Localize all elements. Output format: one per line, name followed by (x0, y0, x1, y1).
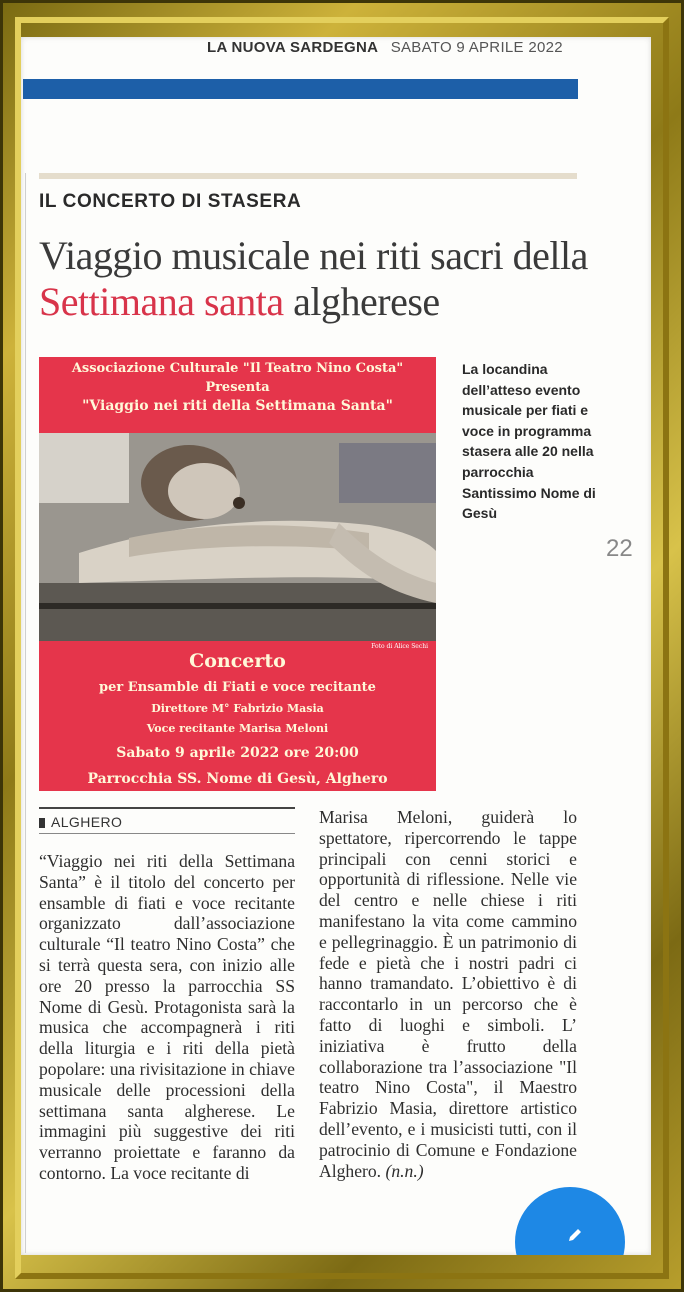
poster-header (39, 359, 436, 416)
location-rule-bottom (39, 833, 295, 834)
poster-event-title: "Viaggio nei riti della Settimana Santa" (82, 398, 393, 414)
crucifix-statue-image (39, 433, 436, 641)
article-headline (39, 233, 599, 325)
page-number: 22 (606, 535, 633, 562)
poster-venue: Parrocchia SS. Nome di Gesù, Alghero (87, 771, 388, 787)
poster-details (39, 641, 436, 791)
masthead (207, 39, 563, 59)
edit-fab-button[interactable] (515, 1187, 625, 1255)
pencil-icon (567, 1227, 583, 1243)
headline-part-1: Viaggio musicale nei riti sacri della (39, 233, 588, 278)
photo-caption: La locandina dell’atteso evento musicale per fiati e voce in programma stasera alle 20 nella parrocchia Santissimo Nome di Gesù (462, 361, 596, 522)
newspaper-name: LA NUOVA SARDEGNA (207, 39, 379, 56)
headline-highlight: Settimana santa (39, 279, 284, 324)
issue-date: SABATO 9 APRILE 2022 (390, 39, 563, 56)
article-location (39, 814, 122, 830)
article-kicker: IL CONCERTO DI STASERA (39, 191, 302, 212)
poster-date-time: Sabato 9 aprile 2022 ore 20:00 (116, 745, 359, 761)
poster-ensemble: per Ensamble di Fiati e voce recitante (99, 680, 376, 695)
column-rule (25, 173, 26, 1253)
photo-credit: Foto di Alice Sechi (371, 643, 428, 650)
location-rule-top (39, 807, 295, 809)
poster-presents: Presenta (205, 380, 270, 395)
location-marker-icon (39, 818, 45, 828)
article-body-left: “Viaggio nei riti della Settimana Santa” è il titolo del concerto per ensamble di fiati e voce recitante organizzato dall’associazione culturale “Il teatro Nino Costa” che si terrà questa sera, con inizio alle ore 20 presso la parrocchia SS Nome di Gesù. Protagonista sarà la musica che accompagnerà i riti della liturgia e i riti della pietà popolare: una rivisitazione in chiave musicale delle processioni della settimana santa algherese. Le immagini più suggestive dei riti verranno proiettate e faranno da contorno. La voce recitante di (39, 851, 295, 1183)
location-label: ALGHERO (51, 814, 123, 830)
masthead-blue-bar (23, 79, 578, 99)
article-body-right (319, 807, 577, 1181)
author-signature: (n.n.) (385, 1160, 424, 1181)
poster-concerto: Concerto (189, 650, 286, 672)
poster-association: Associazione Culturale "Il Teatro Nino Costa" (71, 361, 404, 376)
headline-part-2: algherese (283, 279, 440, 324)
poster-director: Direttore M° Fabrizio Masia (151, 702, 324, 715)
newspaper-page (21, 37, 651, 1255)
poster-photo (39, 433, 436, 641)
section-rule (39, 173, 577, 179)
event-poster (39, 357, 436, 791)
poster-voice: Voce recitante Marisa Meloni (146, 722, 329, 735)
body-right-text: Marisa Meloni, guiderà lo spettatore, ripercorrendo le tappe principali con cenni storici e opportunità di riflessione. Nelle vie del centro e nelle chiese i riti manifestano la vita come cammino e pellegrinaggio. È un patrimonio di fede e pietà che i nostri padri ci hanno tramandato. L’obiettivo è di raccontarlo in un percorso che è fatto di luoghi e simboli. L’ iniziativa è frutto della collaborazione tra l’associazione "Il teatro Nino Costa", il Maestro Fabrizio Masia, direttore artistico dell’evento, e i musicisti tutti, con il patrocinio di Comune e Fondazione Alghero. (319, 807, 577, 1181)
